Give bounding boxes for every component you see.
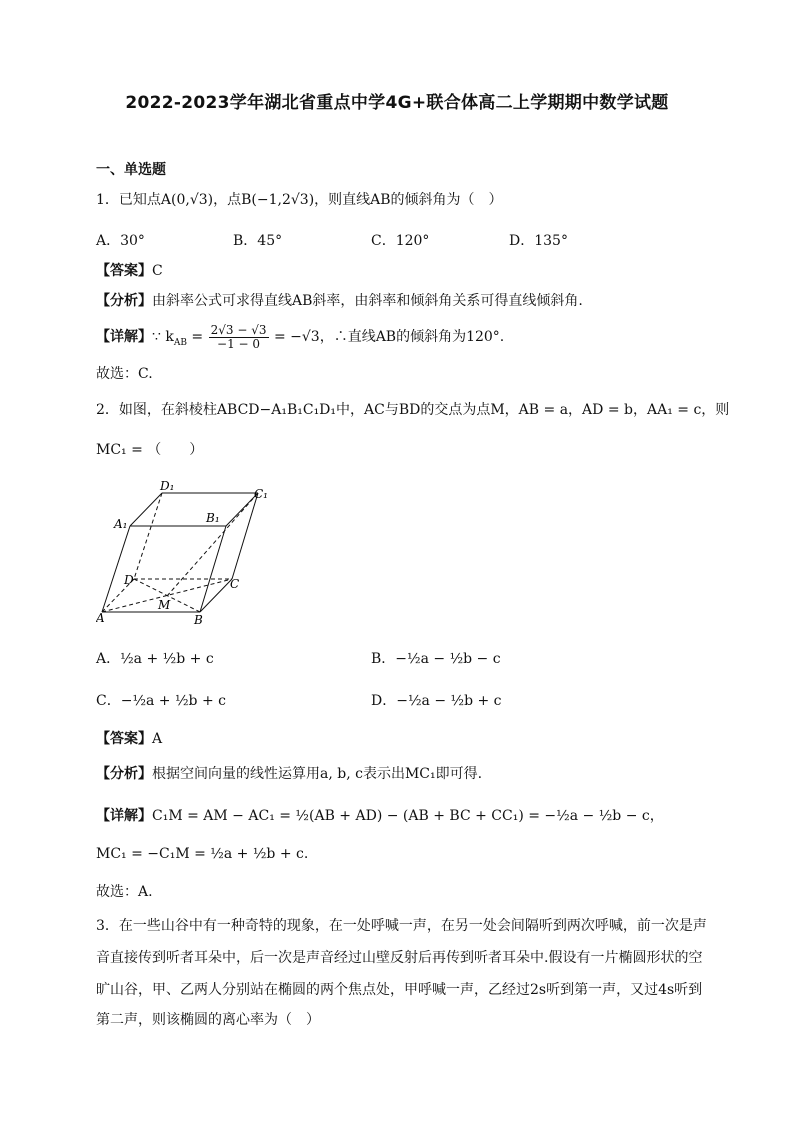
q2-detail1: C₁M = AM − AC₁ = ½(AB + AD) − (AB + BC + CC₁) = −½a − ½b − c， <box>152 808 664 824</box>
q2-detail-line2: MC₁ = −C₁M = ½a + ½b + c. <box>96 846 309 862</box>
q3-line4: 第二声，则该椭圆的离心率为（ ） <box>96 1012 320 1028</box>
q1-detail-a: ∵ k <box>152 329 174 345</box>
q2-analysis-line <box>96 764 482 784</box>
label-D1: D₁ <box>160 479 175 493</box>
q1-detail-sub: AB <box>173 337 187 348</box>
q2-stem-line1: 2．如图，在斜棱柱ABCD−A₁B₁C₁D₁中，AC与BD的交点为点M，AB = a，AD = b，AA₁ = c，则 <box>96 402 730 418</box>
q1-detail-num: 2√3 − √3 <box>210 322 267 337</box>
label-C: C <box>230 577 240 591</box>
q3-line1: 3．在一些山谷中有一种奇特的现象，在一处呼喊一声，在另一处会间隔听到两次呼喊，前一次是声 <box>96 918 707 934</box>
page-title: 2022-2023学年湖北省重点中学4G+联合体高二上学期期中数学试题 <box>125 93 669 113</box>
q1-detail-fraction <box>209 324 269 351</box>
detail-tag: 【详解】 <box>96 808 152 824</box>
q2-option-b: B．−½a − ½b − c <box>371 651 501 667</box>
q1-analysis: 由斜率公式可求得直线AB斜率，由斜率和倾斜角关系可得直线倾斜角. <box>152 293 583 309</box>
q2-option-d: D．−½a − ½b + c <box>371 693 502 709</box>
analysis-tag: 【分析】 <box>96 766 152 782</box>
q1-answer-line <box>96 261 163 281</box>
q1-option-c: C．120° <box>371 233 430 249</box>
label-C1: C₁ <box>254 487 268 501</box>
answer-tag: 【答案】 <box>96 263 152 279</box>
label-A1: A₁ <box>114 517 128 531</box>
label-A: A <box>96 611 105 625</box>
detail-tag: 【详解】 <box>96 329 152 345</box>
q1-option-d: D．135° <box>509 233 568 249</box>
choose-label: 故选： <box>96 884 138 900</box>
q2-detail-line1 <box>96 806 664 826</box>
q2-option-c: C．−½a + ½b + c <box>96 693 226 709</box>
label-B1: B₁ <box>206 511 220 525</box>
section-heading: 一、单选题 <box>96 162 166 178</box>
q2-choose: A. <box>138 884 153 900</box>
q2-option-a: A．½a + ½b + c <box>96 651 214 667</box>
q1-detail-b: = −√3，∴直线AB的倾斜角为120°. <box>273 329 505 345</box>
answer-tag: 【答案】 <box>96 731 152 747</box>
q1-detail-line: 【详解】∵ $k_{AB}$ = $\frac{2√3 - √3}{-1 - 0}$ = −√3，∴直线AB的倾斜角为120°. <box>96 322 505 351</box>
choose-label: 故选： <box>96 366 138 382</box>
q1-choose: C. <box>138 366 153 382</box>
q1-answer: C <box>152 263 163 279</box>
q3-line2: 音直接传到听者耳朵中，后一次是声音经过山壁反射后再传到听者耳朵中.假设有一片椭圆形状的空 <box>96 950 703 966</box>
q2-analysis: 根据空间向量的线性运算用a, b, c表示出MC₁即可得. <box>152 766 483 782</box>
q2-answer: A <box>152 731 163 747</box>
label-M: M <box>158 598 171 612</box>
q1-option-a: A．30° <box>96 233 145 249</box>
q2-answer-line <box>96 729 162 749</box>
q1-stem: 1．已知点A(0,√3)，点B(−1,2√3)，则直线AB的倾斜角为（ ） <box>96 192 503 208</box>
label-B: B <box>194 613 203 627</box>
q1-analysis-line <box>96 291 583 311</box>
prism-figure <box>96 478 286 628</box>
q1-option-b: B．45° <box>233 233 283 249</box>
q1-choose-line <box>96 364 153 384</box>
q2-choose-line <box>96 882 153 902</box>
q1-detail-den: −1 − 0 <box>217 336 261 351</box>
q2-stem-line2: MC₁ = （ ） <box>96 442 204 458</box>
label-D: D <box>124 573 134 587</box>
analysis-tag: 【分析】 <box>96 293 152 309</box>
q3-line3: 旷山谷，甲、乙两人分别站在椭圆的两个焦点处，甲呼喊一声，乙经过2s听到第一声，又过4s听到 <box>96 982 703 998</box>
